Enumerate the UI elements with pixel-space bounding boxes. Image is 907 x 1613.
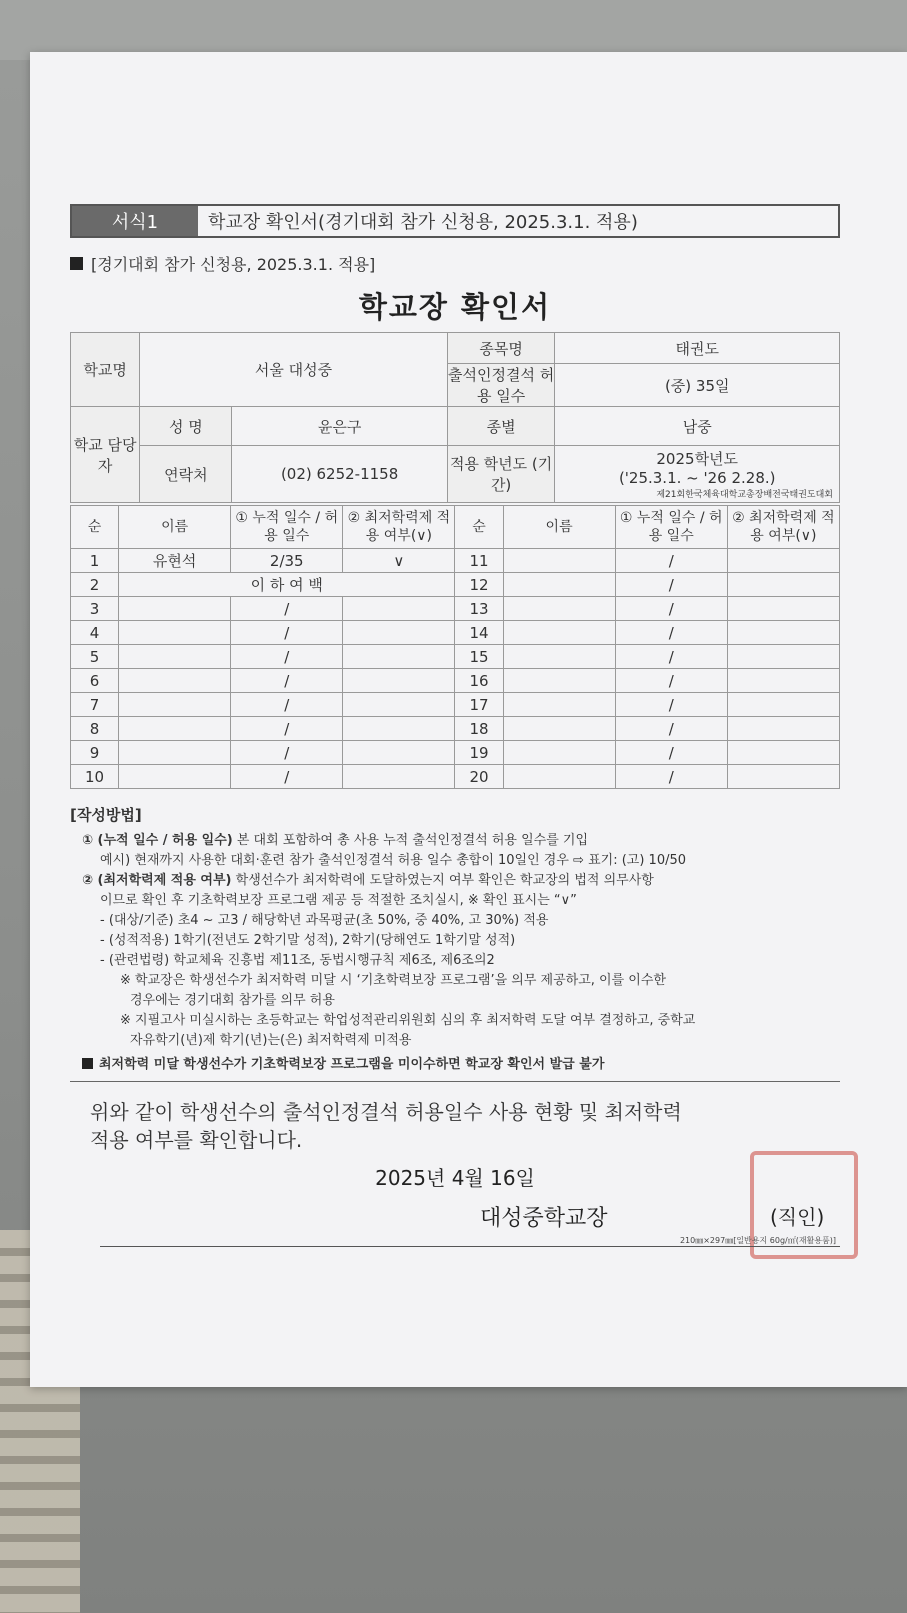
- note-1-example: 예시) 현재까지 사용한 대회·훈련 참가 출석인정결석 허용 일수 총합이 10일인 경우 ⇨ 표기: (고) 10/50: [100, 853, 687, 868]
- category-label: 종별: [447, 407, 555, 446]
- blank-notice: 이 하 여 백: [119, 573, 455, 597]
- table-row: [71, 741, 840, 765]
- note-principal-cont: 경우에는 경기대회 참가를 의무 허용: [130, 993, 335, 1008]
- min-grade-cell: ∨: [343, 549, 455, 573]
- days-cell: /: [231, 765, 343, 789]
- row-number: 13: [455, 597, 503, 621]
- student-name: [503, 717, 615, 741]
- days-cell: 2/35: [231, 549, 343, 573]
- row-number: 12: [455, 573, 503, 597]
- info-table: [70, 332, 840, 503]
- student-name: [119, 741, 231, 765]
- min-grade-cell: [343, 741, 455, 765]
- row-number: 10: [71, 765, 119, 789]
- period-year: 2025학년도: [656, 450, 739, 468]
- row-number: 1: [71, 549, 119, 573]
- note-target: - (대상/기준) 초4 ~ 고3 / 해당학년 과목평균(초 50%, 중 40%, 고 30%) 적용: [100, 913, 549, 928]
- days-cell: /: [615, 621, 727, 645]
- student-name: [503, 621, 615, 645]
- min-grade-cell: [727, 621, 839, 645]
- min-grade-cell: [343, 669, 455, 693]
- col-header-days: ① 누적 일수 / 허용 일수: [231, 506, 343, 549]
- days-cell: /: [615, 693, 727, 717]
- min-grade-cell: [727, 573, 839, 597]
- student-name: [119, 693, 231, 717]
- student-name: [503, 765, 615, 789]
- note-2: [70, 871, 840, 891]
- min-grade-cell: [343, 621, 455, 645]
- min-grade-cell: [727, 597, 839, 621]
- note-1-label: ① (누적 일수 / 허용 일수): [82, 833, 233, 848]
- min-grade-cell: [343, 597, 455, 621]
- note-principal: ※ 학교장은 학생선수가 최저학력 미달 시 ‘기초학력보장 프로그램’을 의무 제공하고, 이를 이수한: [120, 973, 666, 988]
- row-number: 4: [71, 621, 119, 645]
- note-warning: [70, 1055, 840, 1075]
- row-number: 18: [455, 717, 503, 741]
- principal-name: 대성중학교장: [480, 1206, 608, 1231]
- row-number: 3: [71, 597, 119, 621]
- days-cell: /: [231, 693, 343, 717]
- row-number: 16: [455, 669, 503, 693]
- row-number: 19: [455, 741, 503, 765]
- col-header-min: ② 최저학력제 적용 여부(∨): [727, 506, 839, 549]
- min-grade-cell: [727, 741, 839, 765]
- student-name: [119, 597, 231, 621]
- student-name: [503, 573, 615, 597]
- form-title: 학교장 확인서(경기대회 참가 신청용, 2025.3.1. 적용): [208, 212, 638, 233]
- form-tag: 서식1: [72, 206, 198, 236]
- note-1: [70, 831, 840, 851]
- square-bullet-icon: [70, 257, 83, 270]
- min-grade-cell: [727, 549, 839, 573]
- school-label: 학교명: [71, 333, 140, 407]
- note-2-cont: 이므로 확인 후 기초학력보장 프로그램 제공 등 적절한 조치실시, ※ 확인 표시는 “∨”: [100, 893, 577, 908]
- student-name: [119, 765, 231, 789]
- table-row: [71, 549, 840, 573]
- col-header-no: 순: [71, 506, 119, 549]
- table-row: [71, 621, 840, 645]
- period-range: ('25.3.1. ~ '26 2.28.): [618, 469, 776, 487]
- competition-name: 제21회한국체육대학교총장배전국태권도대회: [656, 490, 833, 500]
- attendance-value: (중) 35일: [555, 364, 840, 407]
- note-2-label: ② (최저학력제 적용 여부): [82, 873, 232, 888]
- footer-line: [100, 1246, 840, 1247]
- days-cell: /: [615, 573, 727, 597]
- issue-date: 2025년 4월 16일: [375, 1166, 535, 1190]
- note-warning-text: 최저학력 미달 학생선수가 기초학력보장 프로그램을 미이수하면 학교장 확인서 발급 불가: [99, 1057, 605, 1072]
- contact-label: 연락처: [140, 446, 232, 503]
- row-number: 6: [71, 669, 119, 693]
- min-grade-cell: [343, 645, 455, 669]
- staff-label: 학교 담당자: [71, 407, 140, 503]
- school-value: 서울 대성중: [140, 333, 448, 407]
- table-row: [71, 693, 840, 717]
- category-value: 남중: [555, 407, 840, 446]
- min-grade-cell: [727, 693, 839, 717]
- instructions: [70, 805, 840, 1082]
- form-subtitle-row: [70, 252, 840, 275]
- note-grade: - (성적적용) 1학기(전년도 2학기말 성적), 2학기(당해연도 1학기말 성적): [100, 933, 516, 948]
- student-name: [119, 645, 231, 669]
- student-name: [503, 549, 615, 573]
- table-row: [71, 597, 840, 621]
- min-grade-cell: [343, 717, 455, 741]
- note-law: - (관련법령) 학교체육 진흥법 제11조, 동법시행규칙 제6조, 제6조의2: [100, 953, 495, 968]
- row-number: 17: [455, 693, 503, 717]
- note-elementary-cont: 자유학기(년)제 학기(년)는(은) 최저학력제 미적용: [130, 1033, 412, 1048]
- event-value: 태권도: [555, 333, 840, 364]
- days-cell: /: [615, 597, 727, 621]
- divider: [70, 1081, 840, 1082]
- days-cell: /: [231, 669, 343, 693]
- table-row: [71, 645, 840, 669]
- col-header-days: ① 누적 일수 / 허용 일수: [615, 506, 727, 549]
- note-2-text: 학생선수가 최저학력에 도달하였는지 여부 확인은 학교장의 법적 의무사항: [231, 873, 654, 888]
- days-cell: /: [615, 765, 727, 789]
- period-label: 적용 학년도 (기간): [447, 446, 555, 503]
- document-sheet: [30, 52, 907, 1387]
- table-row: [71, 765, 840, 789]
- days-cell: /: [231, 645, 343, 669]
- col-header-name: 이름: [503, 506, 615, 549]
- student-name: [119, 717, 231, 741]
- period-cell: [555, 446, 840, 503]
- document-footer: [70, 1235, 840, 1247]
- student-name: [503, 669, 615, 693]
- name-label: 성 명: [140, 407, 232, 446]
- table-row: [71, 669, 840, 693]
- contact-value: (02) 6252-1158: [232, 446, 447, 503]
- seal-label: (직인): [770, 1205, 825, 1229]
- row-number: 5: [71, 645, 119, 669]
- min-grade-cell: [727, 717, 839, 741]
- student-name: [503, 645, 615, 669]
- col-header-min: ② 최저학력제 적용 여부(∨): [343, 506, 455, 549]
- days-cell: /: [231, 621, 343, 645]
- form-header-bar: [70, 204, 840, 238]
- paper-spec: 210㎜×297㎜[일반용지 60g/㎡(재활용품)]: [679, 1236, 836, 1245]
- col-header-name: 이름: [119, 506, 231, 549]
- form-subtitle: [경기대회 참가 신청용, 2025.3.1. 적용]: [91, 255, 376, 274]
- days-cell: /: [615, 645, 727, 669]
- student-name: [503, 741, 615, 765]
- note-1-text: 본 대회 포함하여 총 사용 누적 출석인정결석 허용 일수를 기입: [232, 833, 589, 848]
- days-cell: /: [615, 549, 727, 573]
- document-content: [70, 204, 840, 1241]
- student-name: [119, 669, 231, 693]
- min-grade-cell: [343, 765, 455, 789]
- checkbox-icon: [82, 1058, 93, 1069]
- student-name: [503, 597, 615, 621]
- confirmation-line-1: 위와 같이 학생선수의 출석인정결석 허용일수 사용 현황 및 최저학력: [90, 1100, 682, 1124]
- student-name: 유현석: [119, 549, 231, 573]
- days-cell: /: [615, 669, 727, 693]
- instructions-heading: [작성방법]: [70, 806, 142, 824]
- table-row: [71, 717, 840, 741]
- row-number: 11: [455, 549, 503, 573]
- row-number: 15: [455, 645, 503, 669]
- days-cell: /: [231, 741, 343, 765]
- row-number: 9: [71, 741, 119, 765]
- min-grade-cell: [727, 669, 839, 693]
- row-number: 8: [71, 717, 119, 741]
- student-name: [503, 693, 615, 717]
- event-label: 종목명: [447, 333, 555, 364]
- row-number: 20: [455, 765, 503, 789]
- background-wall: [0, 0, 907, 60]
- confirmation-line-2: 적용 여부를 확인합니다.: [90, 1128, 303, 1152]
- days-cell: /: [615, 741, 727, 765]
- days-cell: /: [615, 717, 727, 741]
- days-cell: /: [231, 717, 343, 741]
- name-value: 윤은구: [232, 407, 447, 446]
- col-header-no: 순: [455, 506, 503, 549]
- min-grade-cell: [727, 645, 839, 669]
- row-number: 2: [71, 573, 119, 597]
- student-name: [119, 621, 231, 645]
- table-row: [71, 573, 840, 597]
- note-elementary: ※ 지필고사 미실시하는 초등학교는 학업성적관리위원회 심의 후 최저학력 도달 여부 결정하고, 중학교: [120, 1013, 696, 1028]
- student-table: [70, 505, 840, 789]
- row-number: 7: [71, 693, 119, 717]
- confirmation-text: [70, 1098, 840, 1154]
- min-grade-cell: [727, 765, 839, 789]
- row-number: 14: [455, 621, 503, 645]
- min-grade-cell: [343, 693, 455, 717]
- attendance-label: 출석인정결석 허용 일수: [447, 364, 555, 407]
- document-title: 학교장 확인서: [358, 290, 552, 324]
- days-cell: /: [231, 597, 343, 621]
